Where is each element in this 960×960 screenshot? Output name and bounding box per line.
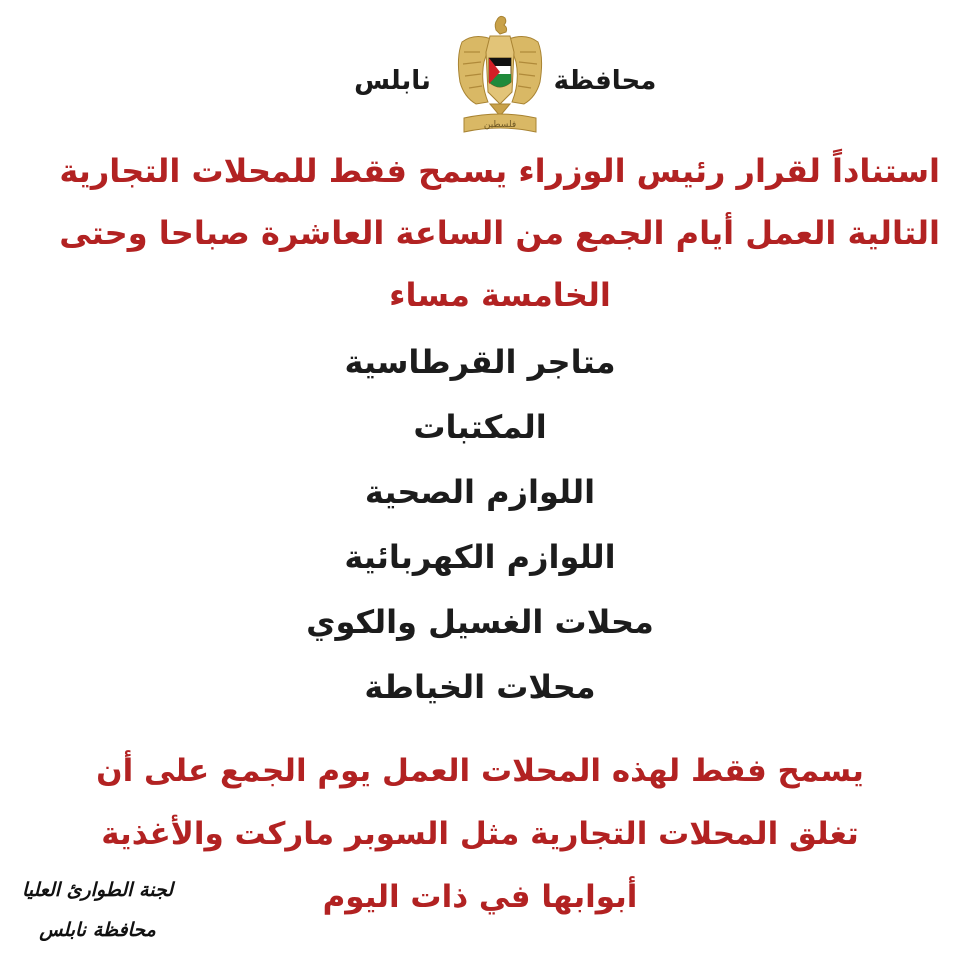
signature-line: محافظة نابلس [39,919,156,941]
closing-line: يسمح فقط لهذه المحلات العمل يوم الجمع على أن [96,753,864,789]
palestine-eagle-emblem-icon [450,12,550,142]
closing-line: أبوابها في ذات اليوم [322,879,638,915]
list-item: محلات الغسيل والكوي [306,603,654,641]
city-label: نابلس [354,66,431,96]
list-item: متاجر القرطاسية [344,343,616,381]
governorate-label: محافظة [553,66,657,96]
list-item: المكتبات [413,408,547,446]
list-item: محلات الخياطة [364,668,596,706]
intro-line: التالية العمل أيام الجمع من الساعة العاشرة صباحا وحتى [59,214,940,252]
closing-line: تغلق المحلات التجارية مثل السوبر ماركت والأغذية [101,816,859,852]
signature-line: لجنة الطوارئ العليا [21,879,174,901]
intro-line: استناداً لقرار رئيس الوزراء يسمح فقط للمحلات التجارية [59,152,940,190]
intro-paragraph [60,140,940,326]
list-item: اللوازم الكهربائية [344,538,616,576]
intro-line: الخامسة مساء [389,276,611,314]
list-item: اللوازم الصحية [364,473,596,511]
signature-block [10,870,185,950]
emblem-inscription: فلسطين [483,120,517,130]
allowed-shops-list [0,330,960,720]
